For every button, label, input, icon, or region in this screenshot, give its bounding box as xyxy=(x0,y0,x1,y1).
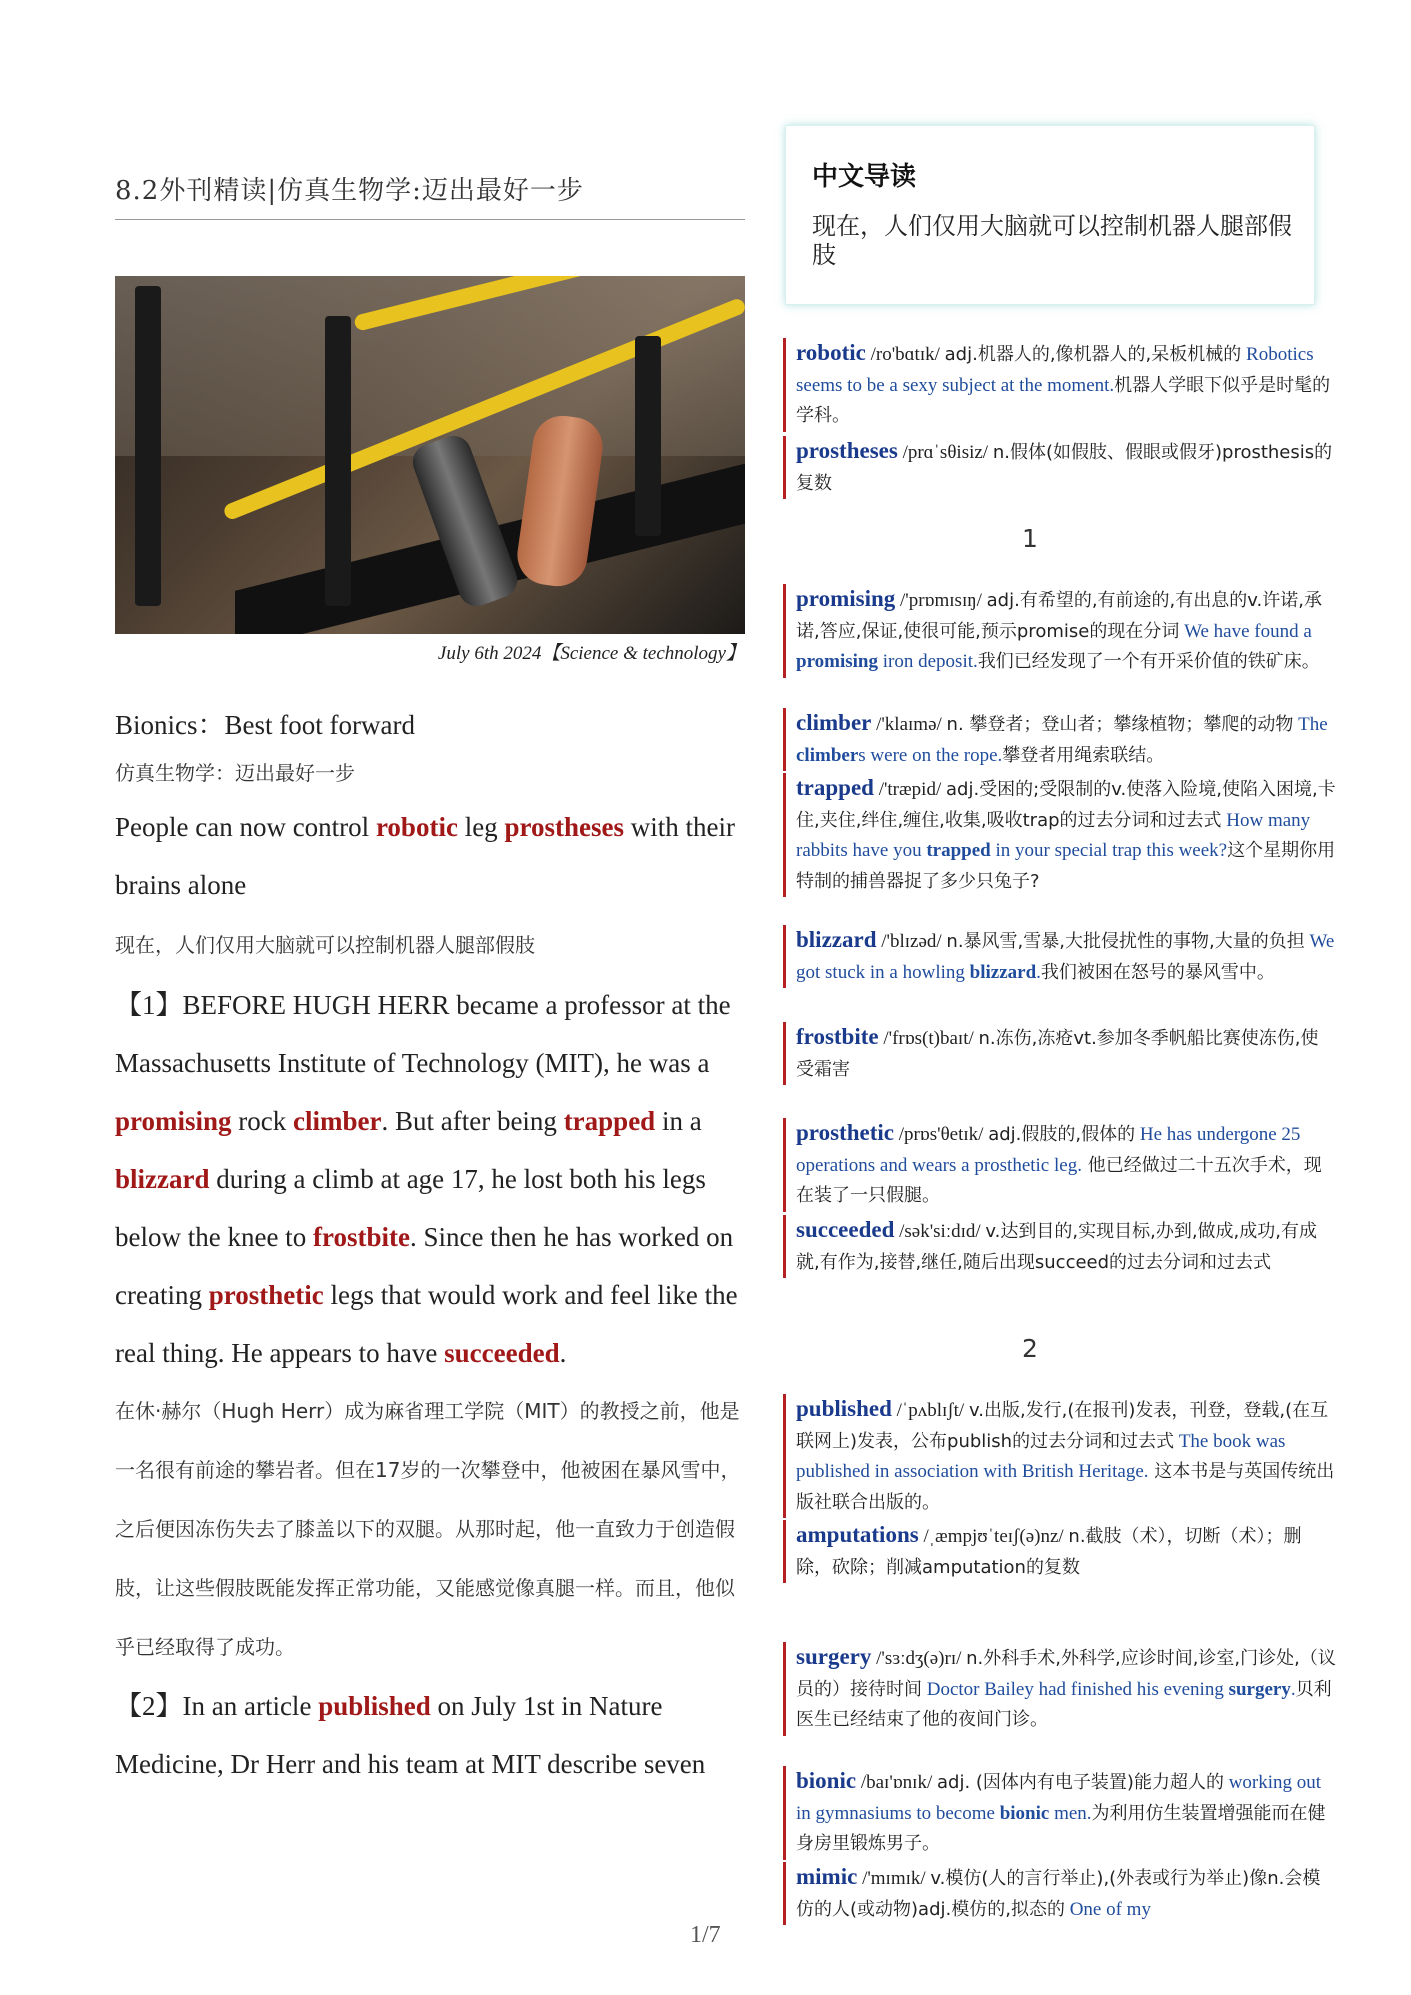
vocab-entry-mimic: mimic /'mɪmɪk/ v.模仿(人的言行举止),(外表或行为举止)像n.会模仿的人(或动物)adj.模仿的,拟态的 One of my xyxy=(783,1862,1336,1925)
vocab-entry-climber: climber /'klaɪmə/ n. 攀登者；登山者；攀缘植物；攀爬的动物 The climbers were on the rope.攀登者用绳索联结。 xyxy=(783,708,1336,771)
vocab-entry-blizzard: blizzard /'blɪzəd/ n.暴风雪,雪暴,大批侵扰性的事物,大量的负担 We got stuck in a howling blizzard.我们被困在怒号的暴风雪中。 xyxy=(783,925,1336,988)
vocab-entry-robotic: robotic /ro'bɑtɪk/ adj.机器人的,像机器人的,呆板机械的 Robotics seems to be a sexy subject at the moment.机器人学眼下似乎是时髦的学科。 xyxy=(783,338,1336,432)
article-column xyxy=(115,170,745,1793)
photo-post xyxy=(635,336,661,536)
section-number-2: 2 xyxy=(1022,1334,1038,1363)
vocab-entry-published: published /ˈpʌblɪʃt/ v.出版,发行,(在报刊)发表，刊登，登载,(在互联网上)发表，公布publish的过去分词和过去式 The book was published in association with British Heritage. 这本书是与英国传统出版社联合出版的。 xyxy=(783,1394,1336,1518)
subtitle-en: Bionics：Best foot forward xyxy=(115,710,415,740)
vocab-entry-prostheses: prostheses /prɑˈsθisiz/ n.假体(如假肢、假眼或假牙)prosthesis的复数 xyxy=(783,436,1336,499)
vocab-entry-prosthetic: prosthetic /prɒs'θetɪk/ adj.假肢的,假体的 He has undergone 25 operations and wears a prosthetic leg. 他已经做过二十五次手术，现在装了一只假腿。 xyxy=(783,1118,1336,1212)
subtitle-cn: 仿真生物学：迈出最好一步 xyxy=(115,761,355,785)
photo-caption: July 6th 2024【Science & technology】 xyxy=(437,643,745,664)
section-number-1: 1 xyxy=(1022,524,1038,553)
vocab-entry-promising: promising /'prɒmɪsɪŋ/ adj.有希望的,有前途的,有出息的v.许诺,承诺,答应,保证,使很可能,预示promise的现在分词 We have found a promising iron deposit.我们已经发现了一个有开采价值的铁矿床。 xyxy=(783,584,1336,678)
vocab-entry-trapped: trapped /'træpid/ adj.受困的;受限制的v.使落入险境,使陷入困境,卡住,夹住,绊住,缠住,收集,吸收trap的过去分词和过去式 How many rabbits have you trapped in your special trap this week?这个星期你用特制的捕兽器捉了多少只兔子? xyxy=(783,773,1336,897)
paragraph-1-cn: 在休·赫尔（Hugh Herr）成为麻省理工学院（MIT）的教授之前，他是一名很有前途的攀岩者。但在17岁的一次攀登中，他被困在暴风雪中，之后便因冻伤失去了膝盖以下的双腿。从那时起，他一直致力于创造假肢，让这些假肢既能发挥正常功能，又能感觉像真腿一样。而且，他似乎已经取得了成功。 xyxy=(115,1399,741,1659)
guide-title: 中文导读 xyxy=(812,162,917,192)
photo-post xyxy=(325,316,351,606)
vocab-entry-bionic: bionic /baɪ'ɒnɪk/ adj. (因体内有电子装置)能力超人的 working out in gymnasiums to become bionic men.为利用仿生装置增强能而在健身房里锻炼男子。 xyxy=(783,1766,1336,1860)
page-title: 8.2外刊精读|仿真生物学:迈出最好一步 xyxy=(115,170,745,220)
paragraph-1-en: 【1】BEFORE HUGH HERR became a professor at the Massachusetts Institute of Technology (MIT), he was a promising rock climber. But after being trapped in a blizzard during a climb at age 17, he lost both his legs below the knee to frostbite. Since then he has worked on creating prosthetic legs that would work and feel like the real thing. He appears to have succeeded. xyxy=(115,990,738,1368)
vocab-entry-surgery: surgery /'sɜːdʒ(ə)rɪ/ n.外科手术,外科学,应诊时间,诊室,门诊处,（议员的）接待时间 Doctor Bailey had finished his evening surgery.贝利医生已经结束了他的夜间门诊。 xyxy=(783,1642,1336,1736)
page-number: 1/7 xyxy=(690,1922,721,1948)
lead-cn: 现在，人们仅用大脑就可以控制机器人腿部假肢 xyxy=(115,933,535,957)
vocab-entry-amputations: amputations /ˌæmpjʊˈteɪʃ(ə)nz/ n.截肢（术），切断（术）；删除，砍除；削减amputation的复数 xyxy=(783,1520,1336,1583)
guide-text: 现在，人们仅用大脑就可以控制机器人腿部假肢 xyxy=(812,212,1292,269)
vocab-entry-succeeded: succeeded /sək'siːdɪd/ v.达到目的,实现目标,办到,做成,成功,有成就,有作为,接替,继任,随后出现succeed的过去分词和过去式 xyxy=(783,1215,1336,1278)
paragraph-2-en: 【2】In an article published on July 1st in Nature Medicine, Dr Herr and his team at MIT describe seven xyxy=(115,1691,706,1779)
photo-post xyxy=(135,286,161,606)
vocab-entry-frostbite: frostbite /'frɒs(t)baɪt/ n.冻伤,冻疮vt.参加冬季帆船比赛使冻伤,使受霜害 xyxy=(783,1022,1336,1085)
article-photo xyxy=(115,276,745,634)
lead-en: People can now control robotic leg prostheses with their brains alone xyxy=(115,812,735,900)
chinese-guide-box xyxy=(785,125,1315,305)
